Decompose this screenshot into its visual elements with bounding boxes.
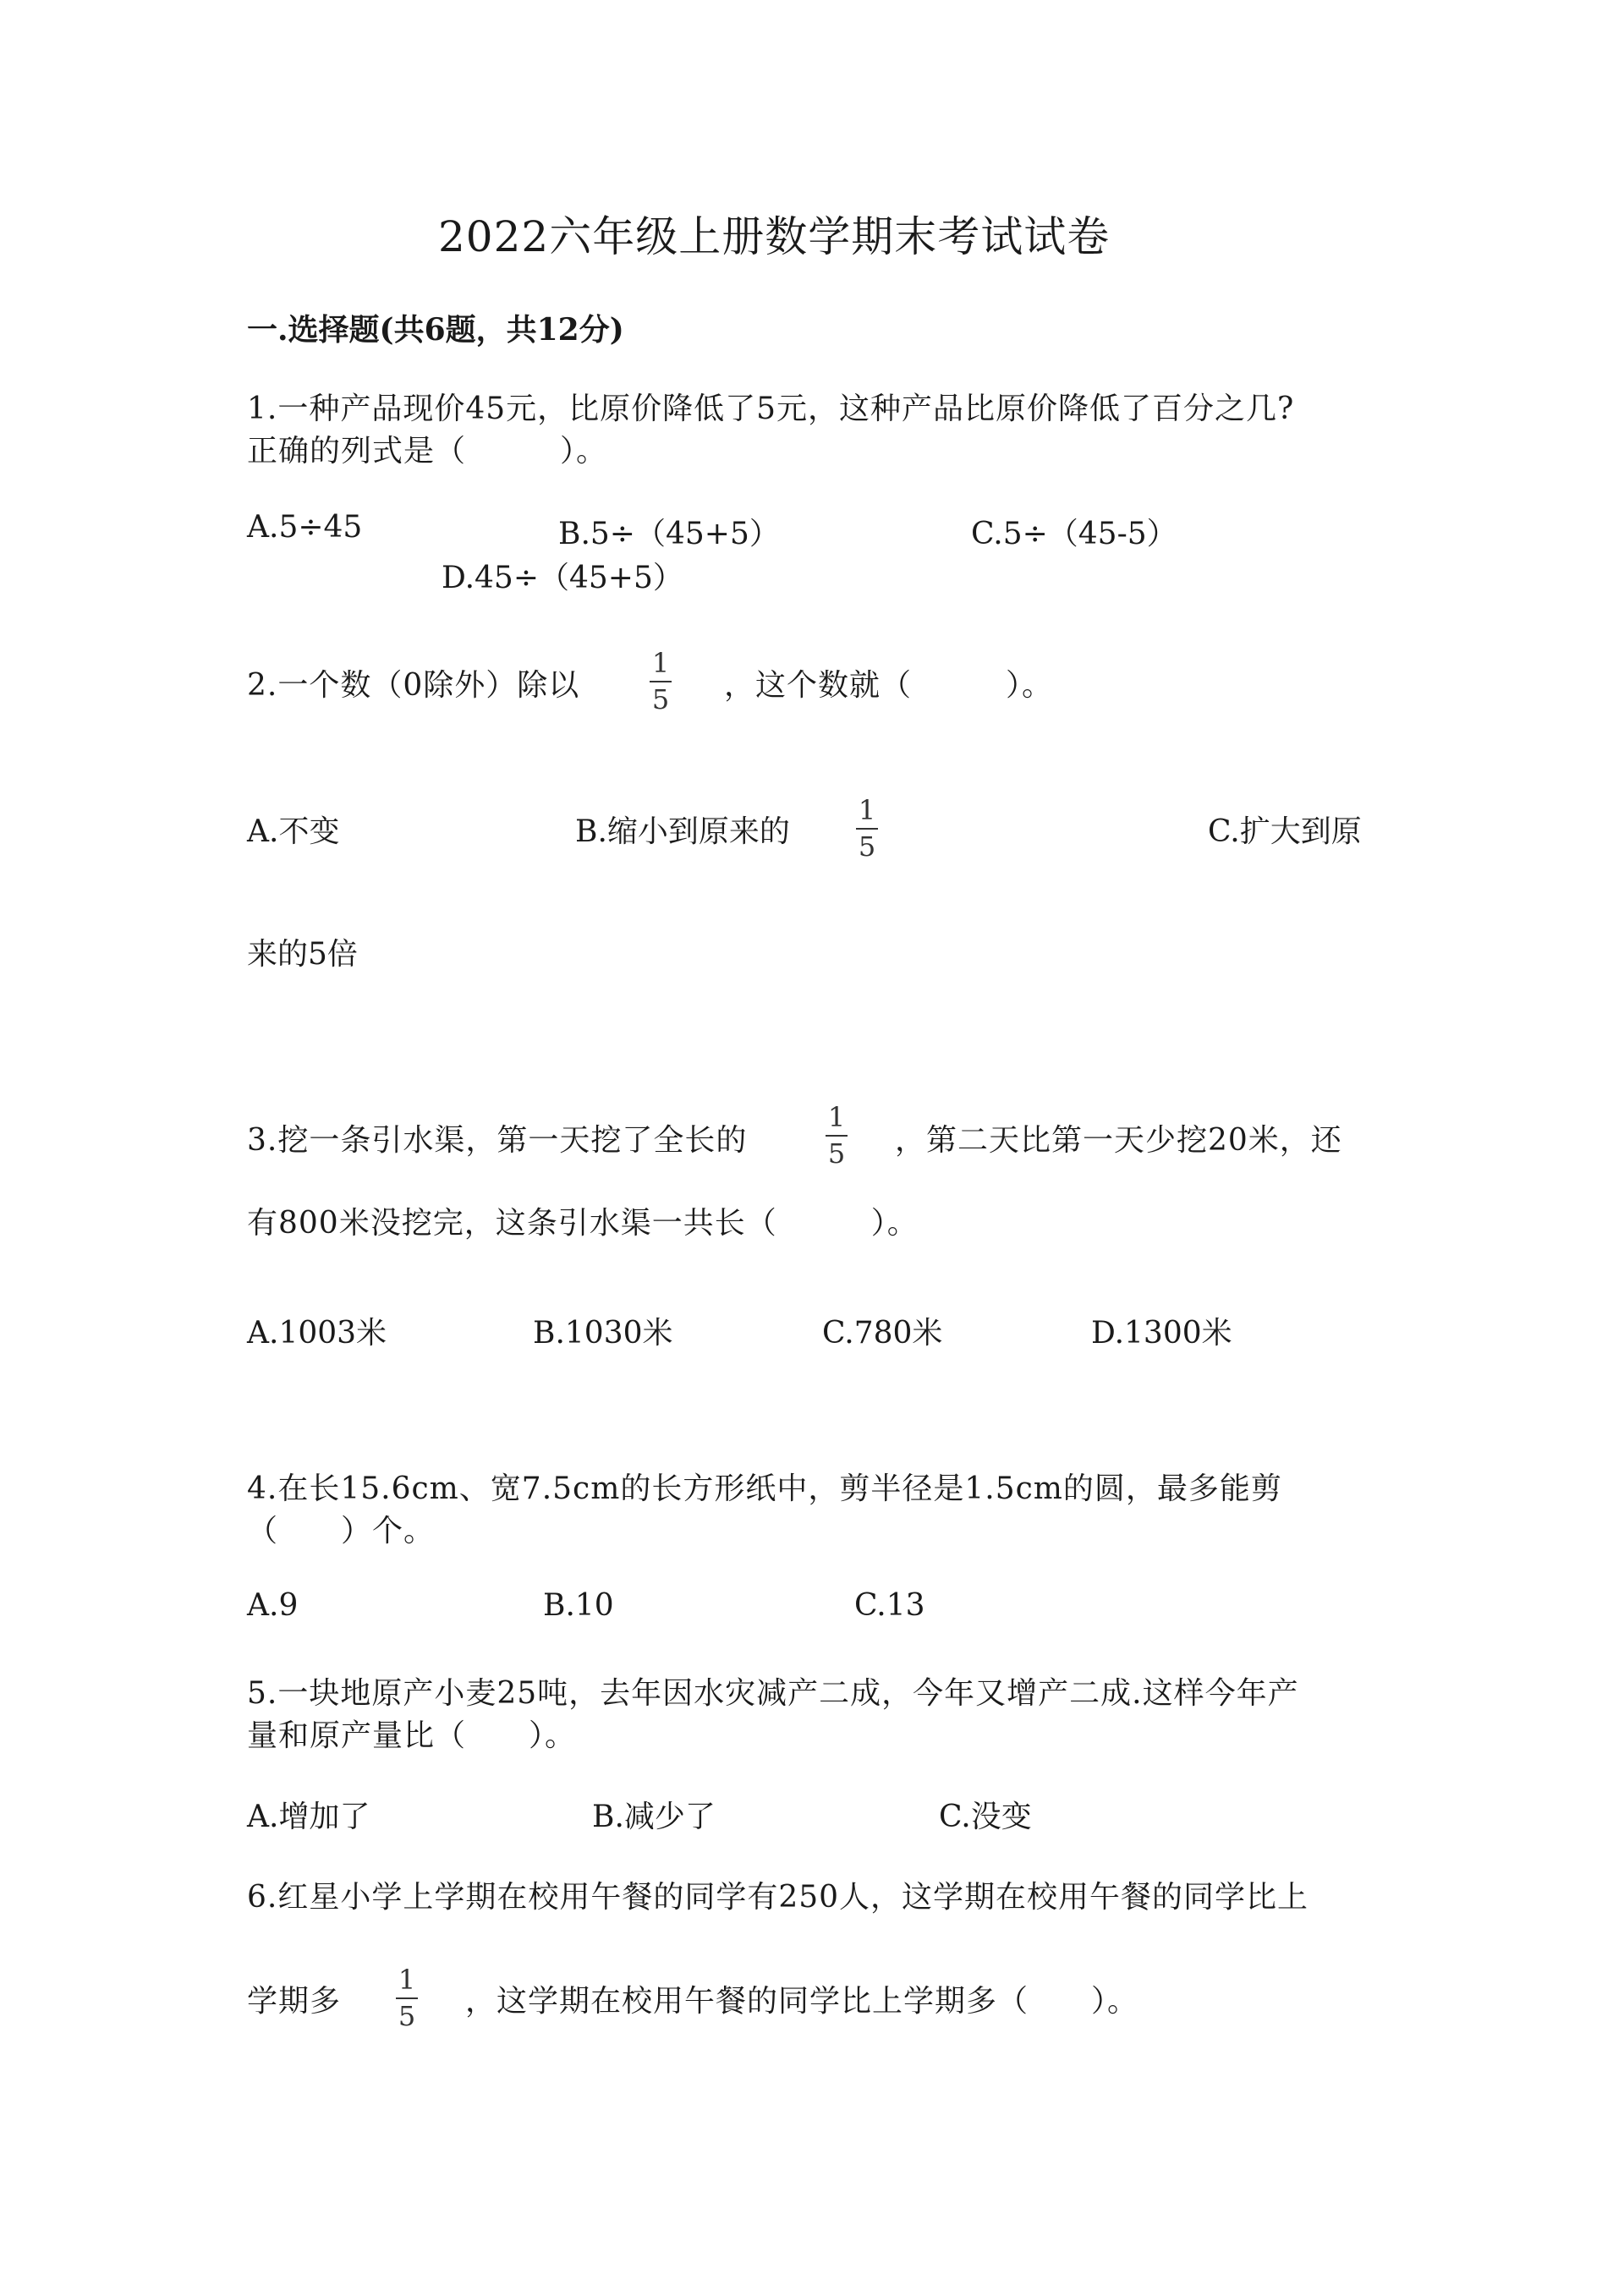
question-3-option-a: A.1003米 [247,1316,387,1351]
fraction-denominator: 5 [858,830,876,863]
fraction-numerator: 1 [398,1964,416,1996]
question-2-text-suffix: ，这个数就（ ）。 [724,668,1054,703]
fraction-bar [856,828,878,830]
question-3-option-b: B.1030米 [533,1316,673,1351]
section-heading: 一.选择题(共6题，共12分) [247,312,624,348]
question-4-option-b: B.10 [543,1588,614,1623]
question-5-option-a: A.增加了 [247,1800,370,1834]
question-5-option-c: C.没变 [939,1800,1032,1834]
fraction-bar [826,1135,848,1137]
fraction-numerator: 1 [858,794,876,826]
question-5-text-line1: 5.一块地原产小麦25吨，去年因水灾减产二成，今年又增产二成.这样今年产 [247,1676,1299,1711]
question-2-option-c-wrap: 来的5倍 [247,937,358,972]
question-1-text-line1: 1.一种产品现价45元，比原价降低了5元，这种产品比原价降低了百分之几? [247,392,1295,426]
fraction-denominator: 5 [827,1137,846,1170]
question-1-option-d: D.45÷（45+5） [442,561,683,595]
question-5-text-line2: 量和原产量比（ ）。 [247,1718,577,1753]
fraction-one-fifth [648,649,673,715]
question-3-text-line2: 有800米没挖完，这条引水渠一共长（ ）。 [247,1206,919,1241]
question-1-option-a: A.5÷45 [247,510,363,545]
fraction-one-fifth [394,1966,420,2031]
question-3-option-c: C.780米 [822,1316,943,1351]
question-1-text-line2: 正确的列式是（ ）。 [247,434,608,469]
question-1-option-c: C.5÷（45-5） [971,517,1177,551]
fraction-bar [396,1997,418,1999]
fraction-denominator: 5 [398,2000,416,2032]
question-6-text-prefix: 学期多 [247,1984,342,2019]
question-2-text-prefix: 2.一个数（0除外）除以 [247,668,580,703]
fraction-numerator: 1 [651,647,670,679]
question-3-text-suffix: ，第二天比第一天少挖20米，还 [895,1123,1342,1158]
fraction-one-fifth [854,794,880,863]
question-2-option-c: C.扩大到原 [1208,814,1362,849]
question-6-text-line1: 6.红星小学上学期在校用午餐的同学有250人，这学期在校用午餐的同学比上 [247,1880,1309,1915]
question-2-option-b: B.缩小到原来的 [575,814,790,849]
question-4-text-line2: （ ）个。 [247,1514,436,1548]
question-4-option-a: A.9 [247,1588,299,1623]
question-5-option-b: B.减少了 [592,1800,716,1834]
fraction-one-fifth [824,1101,849,1170]
question-1-option-b: B.5÷（45+5） [558,517,780,551]
question-6-text-suffix: ，这学期在校用午餐的同学比上学期多（ ）。 [465,1984,1139,2019]
question-2-option-a: A.不变 [247,814,340,849]
page-title: 2022六年级上册数学期末考试试卷 [438,212,1111,261]
fraction-numerator: 1 [827,1101,846,1133]
question-3-option-d: D.1300米 [1091,1316,1232,1351]
question-4-option-c: C.13 [854,1588,925,1623]
question-3-text-prefix: 3.挖一条引水渠，第一天挖了全长的 [247,1123,748,1158]
fraction-bar [650,681,672,682]
fraction-denominator: 5 [651,683,670,715]
question-4-text-line1: 4.在长15.6cm、宽7.5cm的长方形纸中，剪半径是1.5cm的圆，最多能剪 [247,1471,1282,1506]
